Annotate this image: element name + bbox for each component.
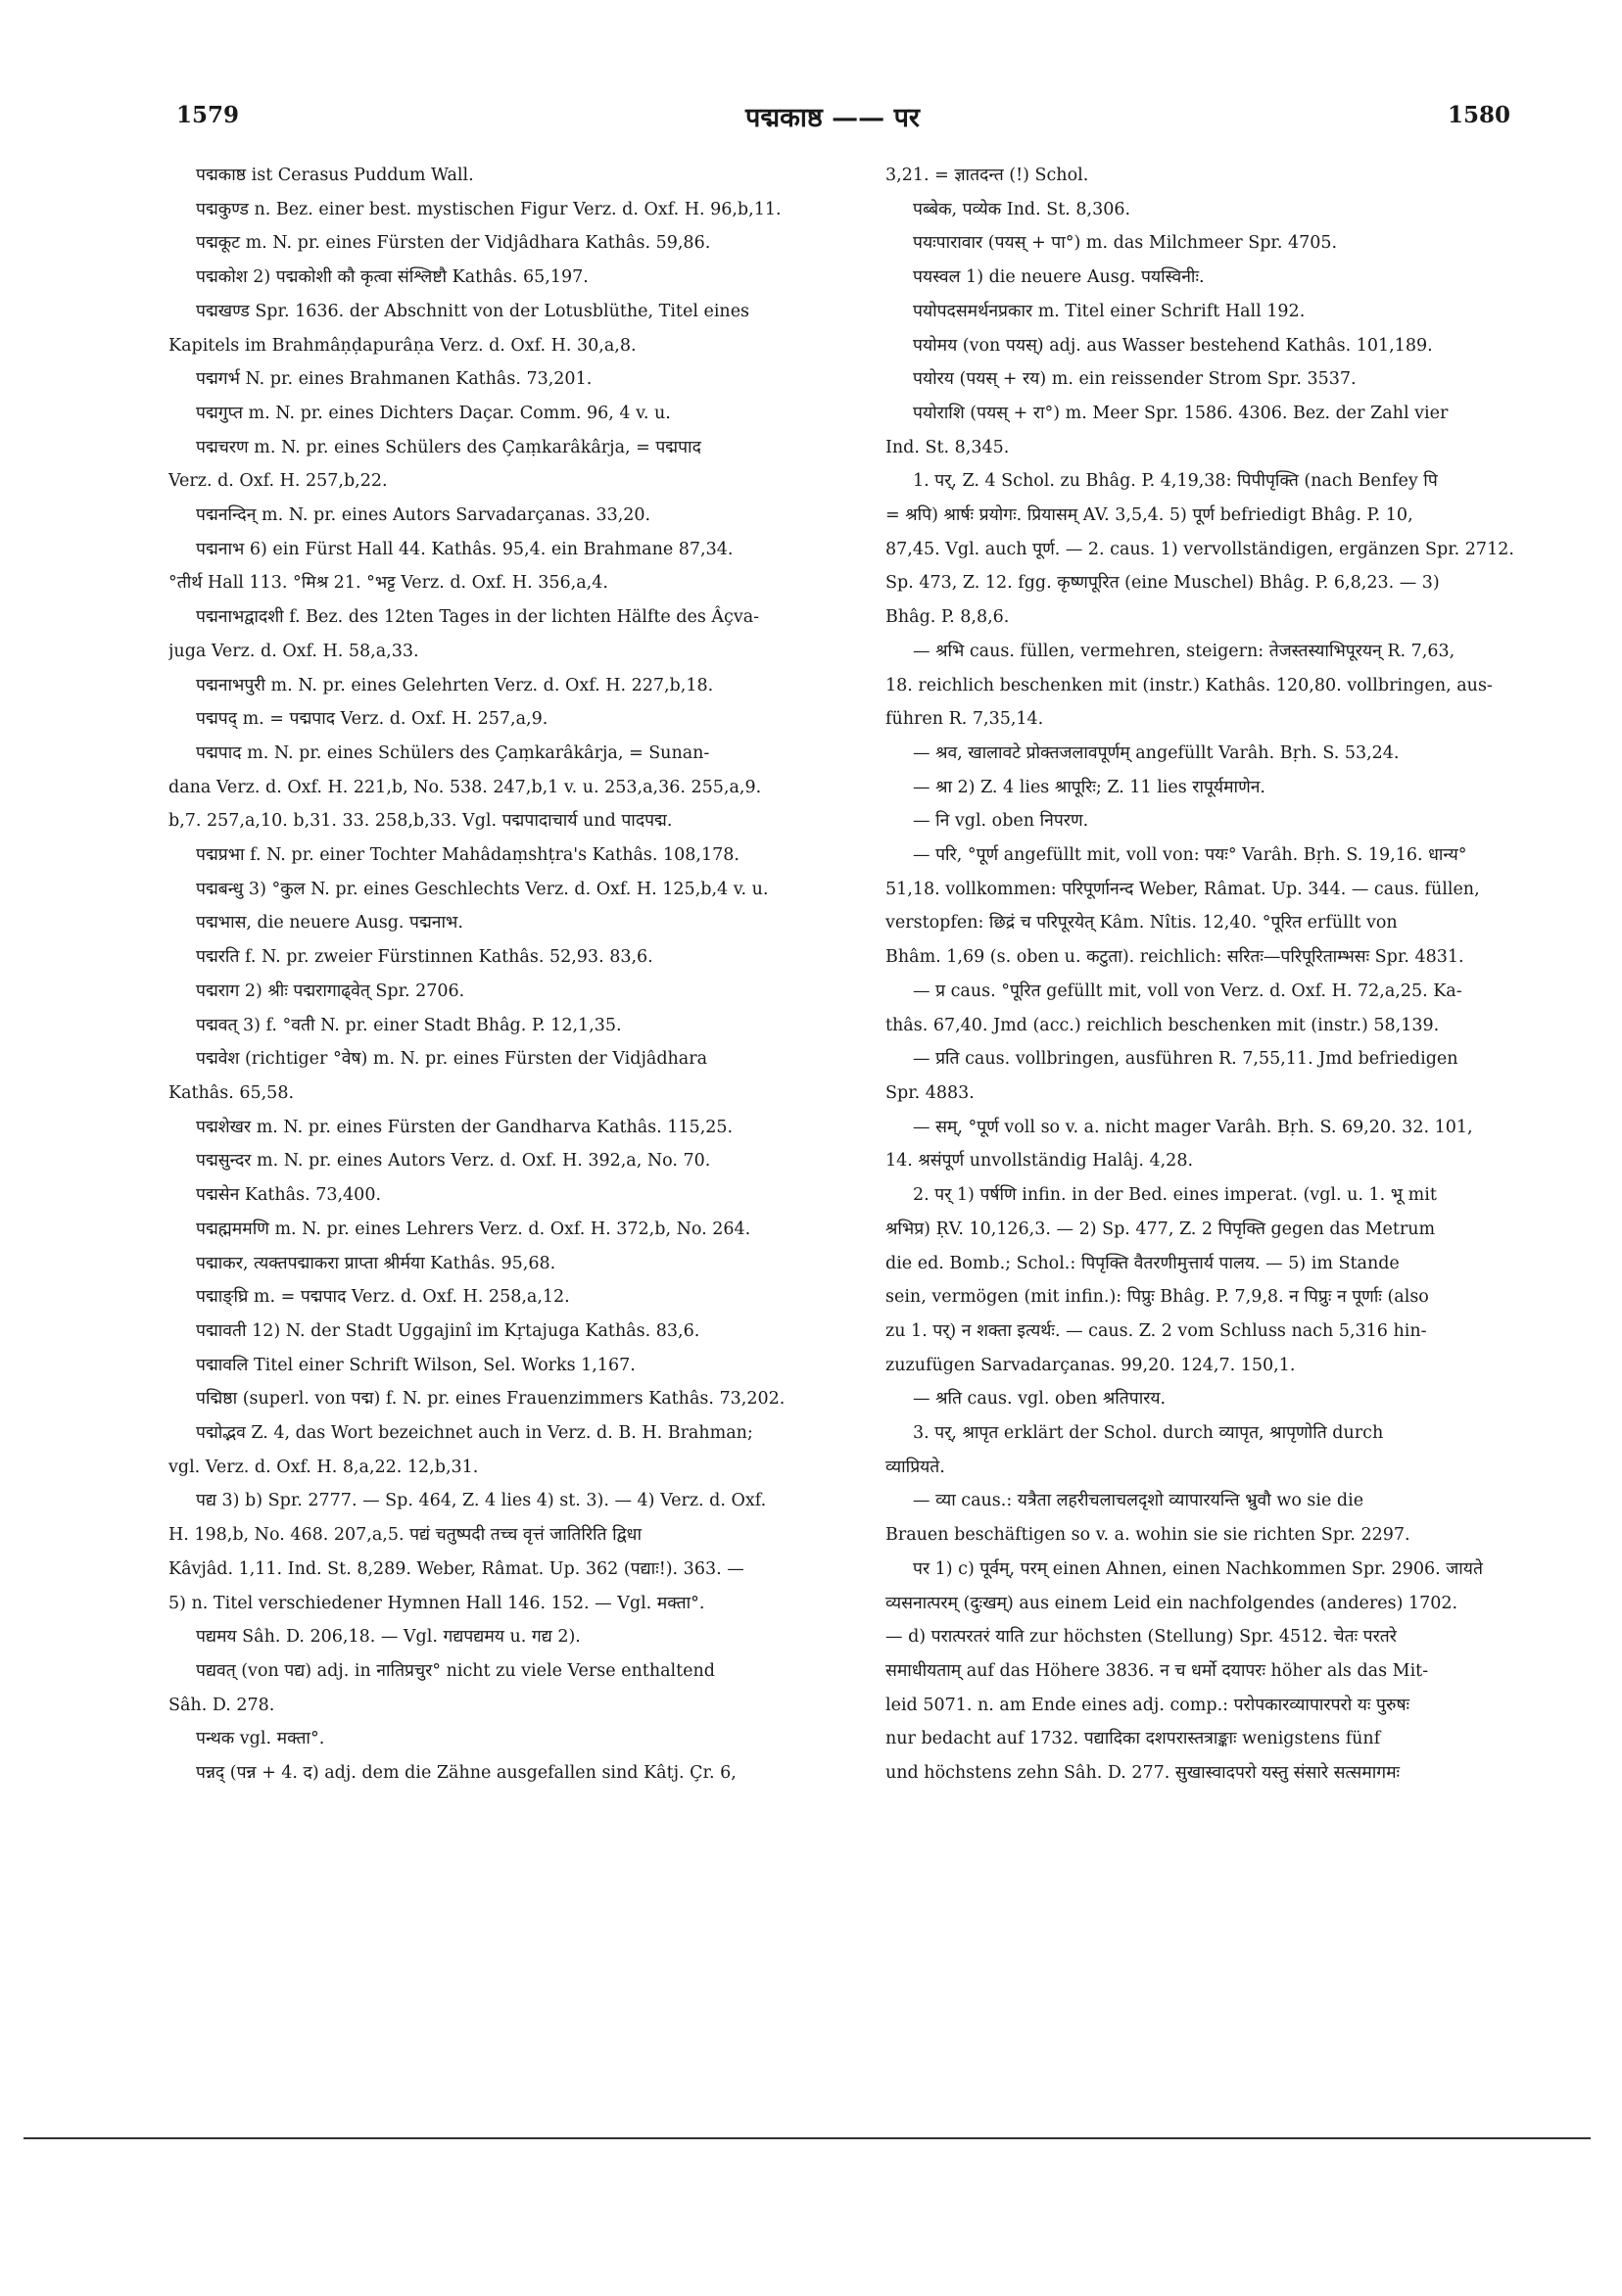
text-line: Bhâg. P. 8,8,6. bbox=[885, 607, 1010, 628]
text-line: 14. श्रसंपूर्ण unvollständig Halâj. 4,28. bbox=[885, 1151, 1194, 1172]
text-line: die ed. Bomb.; Schol.: पिपृक्ति वैतरणीमुत्तार्य पालय. — 5) im Stande bbox=[885, 1253, 1400, 1273]
text-line: श्रभिप्र) ṚV. 10,126,3. — 2) Sp. 477, Z. 2 पिपृक्ति gegen das Metrum bbox=[885, 1219, 1436, 1239]
text-line: पयोमय (von पयस्) adj. aus Wasser bestehend Kathâs. 101,189. bbox=[913, 335, 1433, 356]
text-line: व्याप्रियते. bbox=[885, 1457, 945, 1477]
text-line: पद्मकूट m. N. pr. eines Fürsten der Vidjâdhara Kathâs. 59,86. bbox=[196, 233, 711, 254]
text-line: — व्या caus.: यत्रैता लहरीचलाचलदृशो व्यापारयन्ति भ्रुवौ wo sie die bbox=[913, 1491, 1364, 1511]
text-line: nur bedacht auf 1732. पद्यादिका दशपरास्तत्राङ्काः wenigstens fünf bbox=[885, 1729, 1381, 1749]
text-line: पद्मशेखर m. N. pr. eines Fürsten der Gandharva Kathâs. 115,25. bbox=[196, 1117, 734, 1137]
text-line: °तीर्थ Hall 113. °मिश्र 21. °भट्ट Verz. d. Oxf. H. 356,a,4. bbox=[168, 573, 608, 594]
page-number-left: 1579 bbox=[176, 102, 240, 128]
text-line: sein, vermögen (mit infin.): पिप्रुः Bhâg. P. 7,9,8. न पिप्रुः न पूर्णाः (also bbox=[885, 1287, 1429, 1308]
text-line: पद्मभास, die neuere Ausg. पद्मनाभ. bbox=[196, 913, 463, 933]
text-line: पद्मराग 2) श्रीः पद्मरागाढ्वेत् Spr. 2706. bbox=[196, 981, 465, 1001]
bottom-rule bbox=[24, 2137, 1591, 2139]
text-line: 5) n. Titel verschiedener Hymnen Hall 146. 152. — Vgl. मक्ता°. bbox=[168, 1593, 705, 1613]
text-line: पन्थक vgl. मक्ता°. bbox=[196, 1729, 325, 1749]
text-line: पद्मचरण m. N. pr. eines Schülers des Çaṃkarâkârja, = पद्मपाद bbox=[196, 437, 701, 457]
text-line: पद्मगर्भ N. pr. eines Brahmanen Kathâs. 73,201. bbox=[196, 369, 593, 390]
text-line: — श्रव, खालावटे प्रोक्तजलावपूर्णम् angefüllt Varâh. Bṛh. S. 53,24. bbox=[913, 742, 1400, 763]
text-line: पयोपदसमर्थनप्रकार m. Titel einer Schrift Hall 192. bbox=[913, 301, 1306, 321]
text-line: पद्मगुप्त m. N. pr. eines Dichters Daçar. Comm. 96, 4 v. u. bbox=[196, 403, 671, 423]
text-line: vgl. Verz. d. Oxf. H. 8,a,22. 12,b,31. bbox=[168, 1457, 479, 1477]
text-line: पद्मकुण्ड n. Bez. einer best. mystischen Figur Verz. d. Oxf. H. 96,b,11. bbox=[196, 199, 782, 219]
text-line: — श्रभि caus. füllen, vermehren, steigern: तेजस्तस्याभिपूरयन् R. 7,63, bbox=[913, 641, 1455, 661]
text-line: पद्मवत् 3) f. °वती N. pr. einer Stadt Bhâg. P. 12,1,35. bbox=[196, 1015, 622, 1035]
text-line: — परि, °पूर्ण angefüllt mit, voll von: पयः° Varâh. Bṛh. S. 19,16. धान्य° bbox=[913, 845, 1467, 866]
text-line: पद्माकर, त्यक्तपद्माकरा प्राप्ता श्रीर्मया Kathâs. 95,68. bbox=[196, 1253, 556, 1273]
text-line: पद्मकाष्ठ ist Cerasus Puddum Wall. bbox=[196, 166, 474, 185]
text-line: Ind. St. 8,345. bbox=[885, 437, 1010, 457]
text-line: पद्मखण्ड Spr. 1636. der Abschnitt von der Lotusblüthe, Titel eines bbox=[196, 301, 750, 321]
text-line: पद्मसुन्दर m. N. pr. eines Autors Verz. d. Oxf. H. 392,a, No. 70. bbox=[196, 1151, 711, 1172]
text-line: H. 198,b, No. 468. 207,a,5. पद्यं चतुष्पदी तच्च वृत्तं जातिरिति द्विधा bbox=[168, 1525, 642, 1546]
running-header: पद्मकाष्ठ —— पर bbox=[745, 103, 920, 133]
text-line: Sp. 473, Z. 12. fgg. कृष्णपूरित (eine Muschel) Bhâg. P. 6,8,23. — 3) bbox=[885, 573, 1440, 594]
text-line: पद्मिष्ठा (superl. von पद्म) f. N. pr. eines Frauenzimmers Kathâs. 73,202. bbox=[196, 1389, 786, 1410]
text-line: führen R. 7,35,14. bbox=[885, 709, 1044, 730]
text-line: समाधीयताम् auf das Höhere 3836. न च धर्मो दयापरः höher als das Mit- bbox=[885, 1660, 1429, 1681]
text-line: पन्नद् (पन्न + 4. द) adj. dem die Zähne ausgefallen sind Kâtj. Çr. 6, bbox=[196, 1763, 737, 1784]
text-line: zu 1. पर्) न शक्ता इत्यर्थः. — caus. Z. 2 vom Schluss nach 5,316 hin- bbox=[885, 1320, 1427, 1341]
text-line: 51,18. vollkommen: परिपूर्णानन्द Weber, Râmat. Up. 344. — caus. füllen, bbox=[885, 879, 1480, 899]
text-line: 18. reichlich beschenken mit (instr.) Kathâs. 120,80. vollbringen, aus- bbox=[885, 675, 1493, 695]
text-line: — नि vgl. oben निपरण. bbox=[913, 811, 1089, 832]
text-line: व्यसनात्परम् (दुःखम्) aus einem Leid ein nachfolgendes (anderes) 1702. bbox=[885, 1593, 1458, 1613]
text-line: Spr. 4883. bbox=[885, 1082, 975, 1103]
text-line: — श्रति caus. vgl. oben श्रतिपारय. bbox=[913, 1389, 1167, 1410]
text-line: पयस्वल 1) die neuere Ausg. पयस्विनीः. bbox=[913, 267, 1205, 288]
text-line: पद्मसेन Kathâs. 73,400. bbox=[196, 1185, 382, 1206]
text-line: पद्मोद्भव Z. 4, das Wort bezeichnet auch in Verz. d. B. H. Brahman; bbox=[196, 1423, 753, 1444]
right-column bbox=[885, 159, 1551, 1791]
text-line: पयोराशि (पयस् + रा°) m. Meer Spr. 1586. 4306. Bez. der Zahl vier bbox=[913, 403, 1449, 423]
text-line: पद्यवत् (von पद्य) adj. in नातिप्रचुर° nicht zu viele Verse enthaltend bbox=[196, 1660, 716, 1681]
text-line: पद्मनाभद्वादशी f. Bez. des 12ten Tages in der lichten Hälfte des Âçva- bbox=[196, 607, 760, 628]
text-line: 3,21. = ज्ञातदन्त (!) Schol. bbox=[885, 166, 1089, 185]
text-line: dana Verz. d. Oxf. H. 221,b, No. 538. 247,b,1 v. u. 253,a,36. 255,a,9. bbox=[168, 777, 762, 797]
text-line: Verz. d. Oxf. H. 257,b,22. bbox=[168, 471, 388, 492]
text-line: पद्मपाद m. N. pr. eines Schülers des Çaṃkarâkârja, = Sunan- bbox=[196, 742, 710, 763]
text-line: Kâvjâd. 1,11. Ind. St. 8,289. Weber, Râmat. Up. 362 (पद्याः!). 363. — bbox=[168, 1558, 744, 1579]
text-line: Sâh. D. 278. bbox=[168, 1695, 275, 1715]
text-line: b,7. 257,a,10. b,31. 33. 258,b,33. Vgl. पद्मपादाचार्य und पादपद्म. bbox=[168, 811, 673, 832]
text-line: 3. पर्, श्रापृत erklärt der Schol. durch व्यापृत, श्रापृणोति durch bbox=[913, 1423, 1384, 1444]
text-line: — सम्, °पूर्ण voll so v. a. nicht mager Varâh. Bṛh. S. 69,20. 32. 101, bbox=[913, 1117, 1473, 1137]
text-line: leid 5071. n. am Ende eines adj. comp.: परोपकारव्यापारपरो यः पुरुषः bbox=[885, 1695, 1410, 1715]
text-line: 87,45. Vgl. auch पूर्ण. — 2. caus. 1) vervollständigen, ergänzen Spr. 2712. bbox=[885, 539, 1514, 559]
text-line: पद्मनाभपुरी m. N. pr. eines Gelehrten Verz. d. Oxf. H. 227,b,18. bbox=[196, 675, 714, 695]
text-line: पद्मावलि Titel einer Schrift Wilson, Sel. Works 1,167. bbox=[196, 1355, 636, 1375]
text-line: पद्माङ्घ्रि m. = पद्मपाद Verz. d. Oxf. H. 258,a,12. bbox=[196, 1287, 570, 1308]
text-line: — d) परात्परतरं याति zur höchsten (Stellung) Spr. 4512. चेतः परतरे bbox=[885, 1627, 1397, 1648]
text-line: पर 1) c) पूर्वम्, परम् einen Ahnen, einen Nachkommen Spr. 2906. जायते bbox=[913, 1558, 1483, 1579]
text-line: Brauen beschäftigen so v. a. wohin sie sie richten Spr. 2297. bbox=[885, 1525, 1410, 1546]
text-line: पद्मवेश (richtiger °वेष) m. N. pr. eines Fürsten der Vidjâdhara bbox=[196, 1049, 708, 1070]
text-line: पयःपारावार (पयस् + पा°) m. das Milchmeer Spr. 4705. bbox=[913, 233, 1338, 254]
text-line: पद्मप्रभा f. N. pr. einer Tochter Mahâdaṃshṭra's Kathâs. 108,178. bbox=[196, 845, 739, 866]
text-line: पद्मबन्धु 3) °कुल N. pr. eines Geschlechts Verz. d. Oxf. H. 125,b,4 v. u. bbox=[196, 879, 769, 899]
text-line: Bhâm. 1,69 (s. oben u. कटुता). reichlich: सरितः—परिपूरिताम्भसः Spr. 4831. bbox=[885, 947, 1464, 968]
text-line: = श्रपि) श्रार्षः प्रयोगः. प्रियासम् AV. 3,5,4. 5) पूर्ण befriedigt Bhâg. P. 10, bbox=[885, 505, 1413, 526]
page-number-right: 1580 bbox=[1448, 102, 1511, 128]
text-line: — श्रा 2) Z. 4 lies श्रापूरिः; Z. 11 lies रापूर्यमाणेन. bbox=[913, 777, 1265, 797]
text-line: — प्र caus. °पूरित gefüllt mit, voll von Verz. d. Oxf. H. 72,a,25. Ka- bbox=[913, 981, 1462, 1001]
text-line: und höchstens zehn Sâh. D. 277. सुखास्वादपरो यस्तु संसारे सत्समागमः bbox=[885, 1763, 1401, 1784]
text-line: पद्मनन्दिन् m. N. pr. eines Autors Sarvadarçanas. 33,20. bbox=[196, 505, 651, 526]
text-line: पयोरय (पयस् + रय) m. ein reissender Strom Spr. 3537. bbox=[913, 369, 1357, 390]
text-line: Kapitels im Brahmâṇḍapurâṇa Verz. d. Oxf. H. 30,a,8. bbox=[168, 335, 637, 356]
text-line: zuzufügen Sarvadarçanas. 99,20. 124,7. 150,1. bbox=[885, 1355, 1296, 1375]
text-line: verstopfen: छिद्रं च परिपूरयेत् Kâm. Nîtis. 12,40. °पूरित erfüllt von bbox=[885, 913, 1398, 933]
text-line: Kathâs. 65,58. bbox=[168, 1082, 295, 1103]
text-line: पद्य 3) b) Spr. 2777. — Sp. 464, Z. 4 lies 4) st. 3). — 4) Verz. d. Oxf. bbox=[196, 1491, 767, 1511]
text-line: पद्मावती 12) N. der Stadt Uggajinî im Kṛtajuga Kathâs. 83,6. bbox=[196, 1320, 700, 1341]
text-line: पद्मपद् m. = पद्मपाद Verz. d. Oxf. H. 257,a,9. bbox=[196, 709, 549, 730]
text-line: पद्मह्मममणि m. N. pr. eines Lehrers Verz. d. Oxf. H. 372,b, No. 264. bbox=[196, 1219, 751, 1239]
text-line: 2. पर् 1) पर्षणि infin. in der Bed. eines imperat. (vgl. u. 1. भू mit bbox=[913, 1185, 1437, 1206]
text-line: पद्यमय Sâh. D. 206,18. — Vgl. गद्यपद्यमय u. गद्य 2). bbox=[196, 1627, 581, 1648]
text-line: पद्मनाभ 6) ein Fürst Hall 44. Kathâs. 95,4. ein Brahmane 87,34. bbox=[196, 539, 734, 559]
text-line: पद्मरति f. N. pr. zweier Fürstinnen Kathâs. 52,93. 83,6. bbox=[196, 947, 653, 968]
text-line: पब्बेक, पव्येक Ind. St. 8,306. bbox=[913, 199, 1131, 219]
text-line: पद्मकोश 2) पद्मकोशी कौ कृत्वा संश्लिष्टौ Kathâs. 65,197. bbox=[196, 267, 589, 288]
left-column bbox=[168, 159, 835, 1791]
text-line: thâs. 67,40. Jmd (acc.) reichlich beschenken mit (instr.) 58,139. bbox=[885, 1015, 1440, 1035]
text-line: 1. पर्, Z. 4 Schol. zu Bhâg. P. 4,19,38: पिपीपृक्ति (nach Benfey पि bbox=[913, 471, 1438, 492]
text-line: — प्रति caus. vollbringen, ausführen R. 7,55,11. Jmd befriedigen bbox=[913, 1049, 1458, 1070]
text-line: juga Verz. d. Oxf. H. 58,a,33. bbox=[168, 641, 419, 661]
